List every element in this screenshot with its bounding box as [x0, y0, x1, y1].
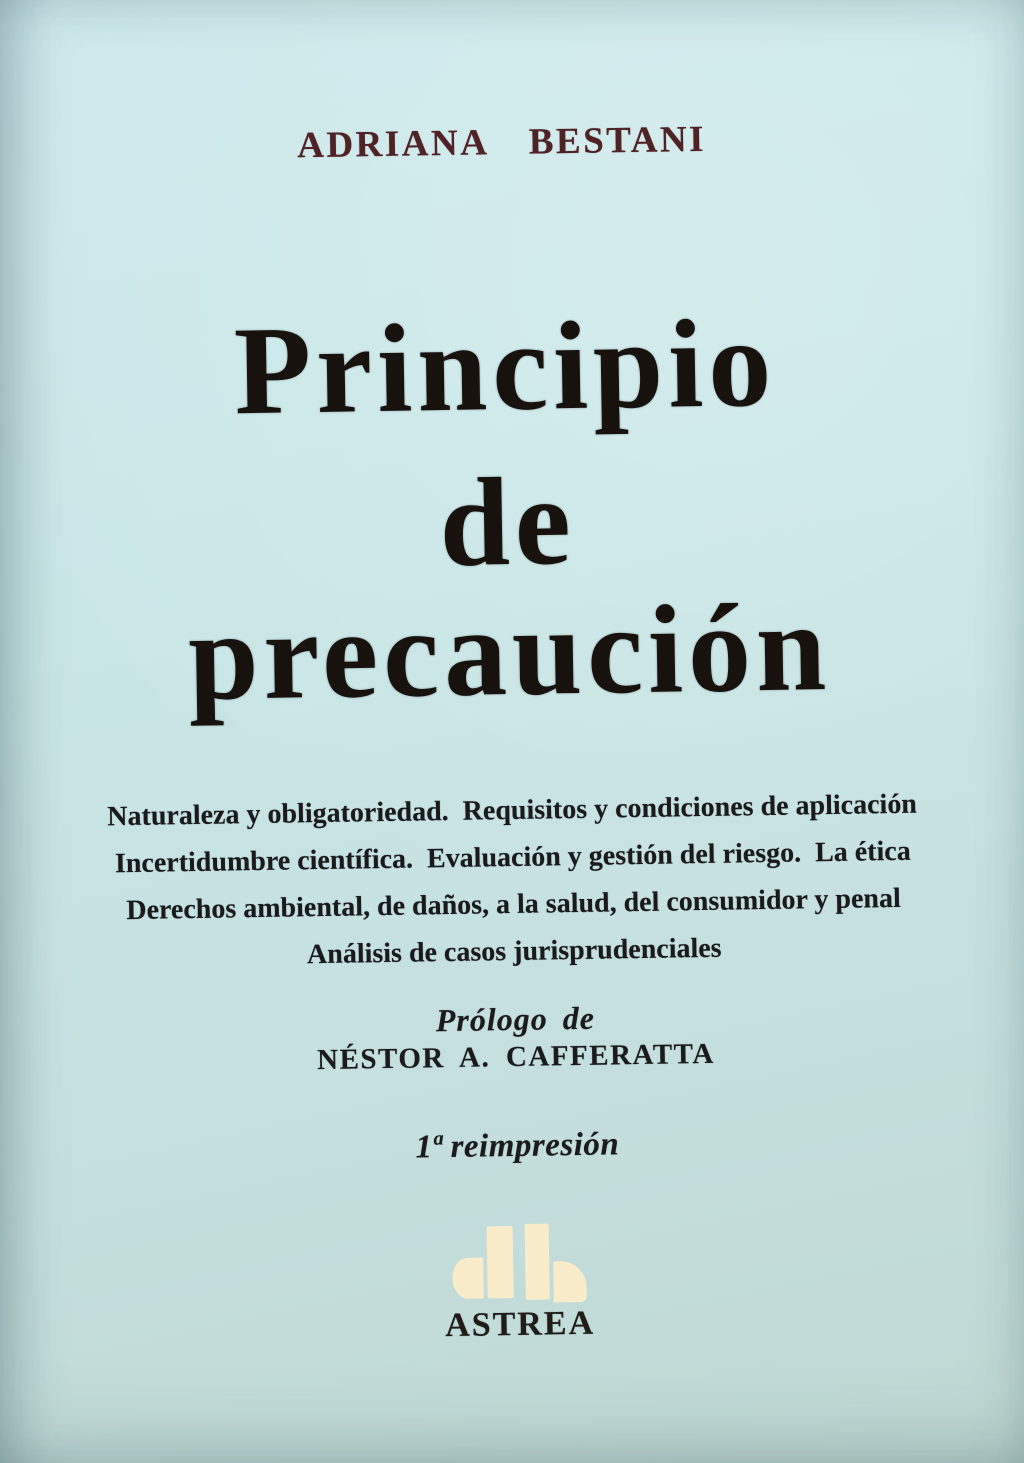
logo-left-bowl-shape: [452, 1258, 484, 1299]
subtitle-line-3: Derechos ambiental, de daños, a la salud, del consumidor y penal: [126, 882, 902, 927]
subtitle-block: [0, 779, 1024, 983]
title-line-2: de: [438, 451, 577, 594]
prologue-author-name: NÉSTOR A. CAFFERATTA: [316, 1037, 716, 1077]
title-line-1: Principio: [233, 293, 778, 442]
author-name: ADRIANA BESTANI: [296, 118, 707, 167]
logo-left-stem-shape: [487, 1226, 514, 1298]
astrea-db-logo-icon: [452, 1223, 587, 1304]
logo-right-bowl-shape: [553, 1261, 587, 1303]
publisher-name: ASTREA: [444, 1304, 596, 1345]
title-line-3: precaución: [187, 577, 832, 728]
subtitle-line-1: Naturaleza y obligatoriedad. Requisitos y condiciones de aplicación: [107, 788, 918, 833]
prologue-label: Prólogo de: [435, 999, 596, 1039]
subtitle-line-4: Análisis de casos jurisprudenciales: [306, 932, 722, 971]
logo-right-stem-shape: [525, 1223, 550, 1299]
subtitle-line-2: Incertidumbre científica. Evaluación y gestión del riesgo. La ética: [114, 835, 911, 880]
edition-note: 1ª reimpresión: [415, 1126, 620, 1166]
